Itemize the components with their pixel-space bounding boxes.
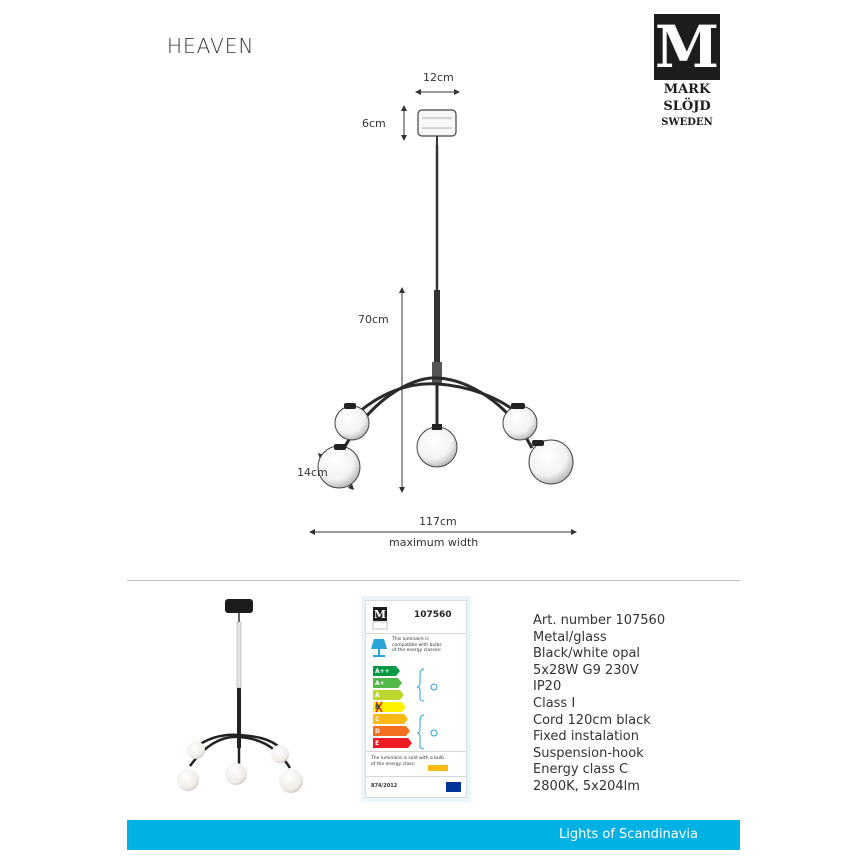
class-a-plus-plus: A++ [375,668,390,675]
globe-5 [529,440,573,484]
canopy-height-label: 6cm [362,117,386,130]
class-c: C [375,716,380,723]
footer-bar [127,820,740,850]
label-class-list [375,666,390,750]
globe-4 [503,406,537,440]
class-b: B [375,704,380,711]
stem-hub [432,362,442,384]
spec-item: 2800K, 5x204lm [533,778,640,794]
svg-text:M: M [373,608,387,621]
stem [434,290,440,362]
canopy [418,110,456,136]
spec-item: Metal/glass [533,629,607,645]
width-label: 117cm [419,515,457,528]
globe-1 [335,406,369,440]
spec-item: 5x28W G9 230V [533,662,639,678]
logo-m-mark: M [654,13,720,81]
spec-item: Class I [533,695,576,711]
energy-label-card [365,600,467,798]
section-divider [127,580,740,581]
class-a-plus: A+ [375,680,385,687]
spec-item: Fixed instalation [533,729,639,745]
logo-line-3: SWEDEN [661,117,713,128]
drop-label: 70cm [358,313,389,326]
width-note: maximum width [389,536,479,549]
label-compatible-text: This luminaire is compatible with bulbs of the energy classes: [392,637,442,653]
canopy-width-label: 12cm [423,71,454,84]
footer-text: Lights of Scandinavia [559,827,698,842]
label-sold-text: The luminaire is sold with a bulb of the energy class: [371,756,444,767]
label-regulation: 874/2012 [371,783,398,789]
spec-item: Suspension-hook [533,745,644,761]
product-photo [170,596,320,806]
globe-label: 14cm [297,466,328,479]
spec-item: Energy class C [533,762,629,778]
class-e: E [375,740,380,747]
label-article: 107560 [414,610,452,620]
spec-item: Cord 120cm black [533,712,651,728]
product-title: HEAVEN [167,34,255,58]
spec-item: IP20 [533,679,562,695]
class-d: D [375,728,380,735]
spec-item: Art. number 107560 [533,613,666,628]
class-a: A [375,692,380,699]
logo-line-2: SLÖJD [663,99,711,114]
spec-item: Black/white opal [533,646,641,662]
logo-line-1: MARK [663,82,711,97]
globe-3 [417,427,457,467]
spec-list [533,613,665,796]
